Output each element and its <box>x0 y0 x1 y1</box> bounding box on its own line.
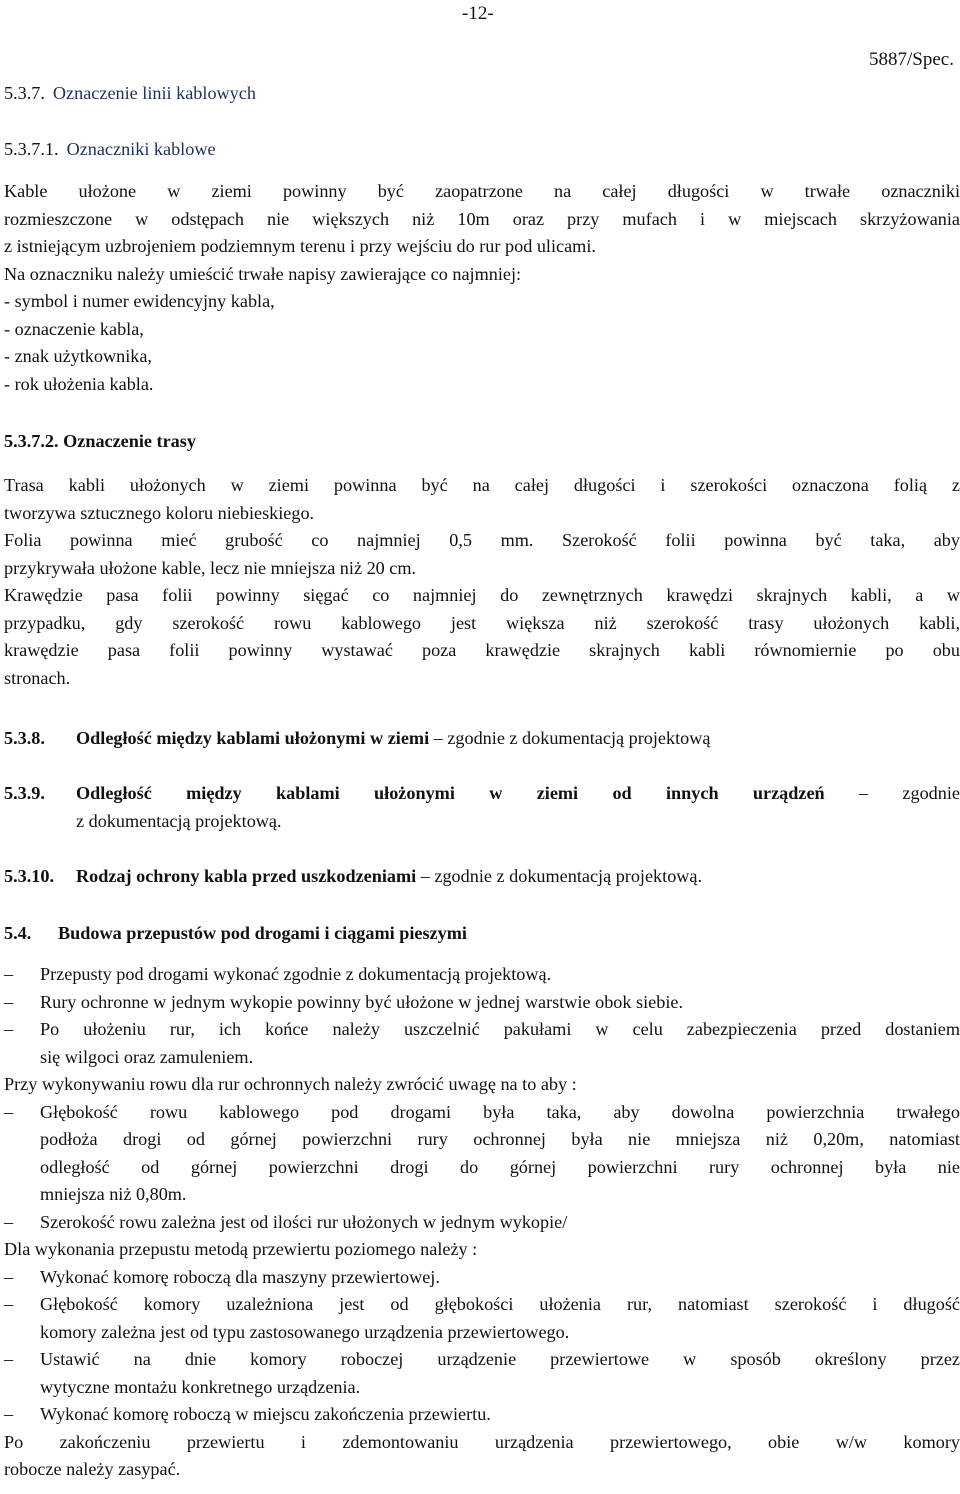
para-line: stronach. <box>4 667 71 688</box>
dash-item <box>4 1401 960 1429</box>
section-title: Oznaczniki kablowe <box>66 139 216 159</box>
section-title: Odległość między kablami ułożonymi w ziemi od innych urządzeń – zgodnie <box>76 783 960 803</box>
list-item: - oznaczenie kabla, <box>4 318 144 339</box>
item-line: komory zależna jest od typu zastosowanego urządzenia przewiertowego. <box>40 1321 570 1342</box>
dash-item <box>4 1346 960 1401</box>
section-title: Rodzaj ochrony kabla przed uszkodzeniami <box>76 866 417 886</box>
dash-item <box>4 1209 960 1237</box>
para-line: z istniejącym uzbrojeniem podziemnym terenu i przy wejściu do rur pod ulicami. <box>4 236 596 256</box>
page-number: -12- <box>462 3 494 24</box>
section-title: Odległość między kablami ułożonymi w ziemi <box>76 728 430 748</box>
dash-bullet: – <box>4 1404 14 1424</box>
dash-bullet: – <box>4 1294 14 1314</box>
intro-line: Dla wykonania przepustu metodą przewiertu poziomego należy : <box>4 1239 478 1259</box>
item-line: Wykonać komorę roboczą dla maszyny przewiertowej. <box>40 1266 440 1287</box>
dash-bullet: – <box>4 1019 14 1039</box>
section-heading-5-3-10 <box>4 863 960 891</box>
para-line: krawędzie pasa folii powinny wystawać poza krawędzie skrajnych kabli równomiernie po obu <box>4 640 960 660</box>
para-line: przykrywała ułożone kable, lecz nie mniejsza niż 20 cm. <box>4 557 417 578</box>
dash-item <box>4 1291 960 1346</box>
dash-item <box>4 1264 960 1292</box>
para-line: przypadku, gdy szerokość rowu kablowego jest większa niż szerokość trasy ułożonych kabli, <box>4 612 960 633</box>
item-line: Szerokość rowu zależna jest od ilości rur ułożonych w jednym wykopie/ <box>40 1211 568 1232</box>
dash-bullet: – <box>4 991 14 1012</box>
dash-item <box>4 1016 960 1071</box>
item-line: Rury ochronne w jednym wykopie powinny być ułożone w jednej warstwie obok siebie. <box>40 991 683 1012</box>
intro-line: Przy wykonywaniu rowu dla rur ochronnych należy zwrócić uwagę na to aby : <box>4 1074 577 1094</box>
section-number: 5.3.9. <box>4 783 45 803</box>
item-line: Po ułożeniu rur, ich końce należy uszczelnić pakułami w celu zabezpieczenia przed dostaniem <box>40 1019 960 1039</box>
para-line: Folia powinna mieć grubość co najmniej 0,5 mm. Szerokość folii powinna być taka, aby <box>4 530 960 550</box>
item-line: podłoża drogi od górnej powierzchni rury ochronnej była nie mniejsza niż 0,20m, natomiast <box>40 1129 960 1149</box>
item-line: Głębokość rowu kablowego pod drogami była taka, aby dowolna powierzchnia trwałego <box>40 1101 960 1122</box>
heading-line <box>4 780 960 808</box>
para-line: Kable ułożone w ziemi powinny być zaopatrzone na całej długości w trwałe oznaczniki <box>4 181 960 201</box>
para-line: tworzywa sztucznego koloru niebieskiego. <box>4 502 315 523</box>
dash-item <box>4 961 960 989</box>
dash-item <box>4 989 960 1017</box>
section-heading-5-3-7-1 <box>4 136 216 164</box>
para-line: Trasa kabli ułożonych w ziemi powinna być na całej długości i szerokości oznaczona folią z <box>4 475 960 495</box>
section-number: 5.3.7. <box>4 83 45 103</box>
paragraph-route-marking <box>4 472 960 692</box>
section-heading-5-3-8 <box>4 725 960 753</box>
section-heading-5-3-7 <box>4 80 256 108</box>
section-title: Budowa przepustów pod drogami i ciągami pieszymi <box>58 923 467 943</box>
item-line: Przepusty pod drogami wykonać zgodnie z dokumentacją projektową. <box>40 964 552 984</box>
item-line: wytyczne montażu konkretnego urządzenia. <box>40 1376 361 1397</box>
section-cont: z dokumentacją projektową. <box>76 810 282 831</box>
culverts-content <box>4 961 960 1484</box>
list-item: - symbol i numer ewidencyjny kabla, <box>4 291 275 311</box>
closing-line: robocze należy zasypać. <box>4 1459 181 1479</box>
item-line: Głębokość komory uzależniona jest od głębokości ułożenia rur, natomiast szerokość i długość <box>40 1294 960 1314</box>
para-line: Krawędzie pasa folii powinny sięgać co najmniej do zewnętrznych krawędzi skrajnych kabli, a w <box>4 585 960 605</box>
section-number: 5.3.7.2. <box>4 431 59 451</box>
dash-item <box>4 1099 960 1209</box>
section-heading-5-4 <box>4 920 960 948</box>
item-line: Wykonać komorę roboczą w miejscu zakończenia przewiertu. <box>40 1404 491 1424</box>
para-line: rozmieszczone w odstępach nie większych niż 10m oraz przy mufach i w miejscach skrzyżowania <box>4 208 960 229</box>
list-item: - rok ułożenia kabla. <box>4 373 154 394</box>
dash-bullet: – <box>4 1211 14 1232</box>
dash-bullet: – <box>4 1349 14 1369</box>
list-item: - znak użytkownika, <box>4 346 152 366</box>
item-line: Ustawić na dnie komory roboczej urządzenie przewiertowe w sposób określony przez <box>40 1349 960 1369</box>
closing-line: Po zakończeniu przewiertu i zdemontowaniu urządzenia przewiertowego, obie w/w komory <box>4 1431 960 1452</box>
section-rest: – zgodnie z dokumentacją projektową <box>429 728 711 748</box>
dash-bullet: – <box>4 1266 14 1287</box>
section-heading-5-3-7-2 <box>4 428 960 456</box>
item-line: się wilgoci oraz zamuleniem. <box>40 1046 254 1067</box>
section-title: Oznaczenie linii kablowych <box>52 83 256 103</box>
section-number: 5.3.7.1. <box>4 139 59 159</box>
section-number: 5.3.8. <box>4 728 45 748</box>
document-code: 5887/Spec. <box>869 49 954 70</box>
section-number: 5.4. <box>4 923 32 943</box>
section-rest: – zgodnie z dokumentacją projektową. <box>416 866 703 886</box>
item-line: mniejsza niż 0,80m. <box>40 1184 187 1204</box>
dash-bullet: – <box>4 1101 14 1122</box>
section-heading-5-3-9 <box>4 780 960 835</box>
section-number: 5.3.10. <box>4 866 55 886</box>
dash-bullet: – <box>4 964 14 984</box>
list-intro: Na oznaczniku należy umieścić trwałe napisy zawierające co najmniej: <box>4 263 522 284</box>
section-title: Oznaczenie trasy <box>63 431 196 451</box>
paragraph-cable-markers <box>4 178 960 398</box>
item-line: odległość od górnej powierzchni drogi do górnej powierzchni rury ochronnej była nie <box>40 1156 960 1177</box>
